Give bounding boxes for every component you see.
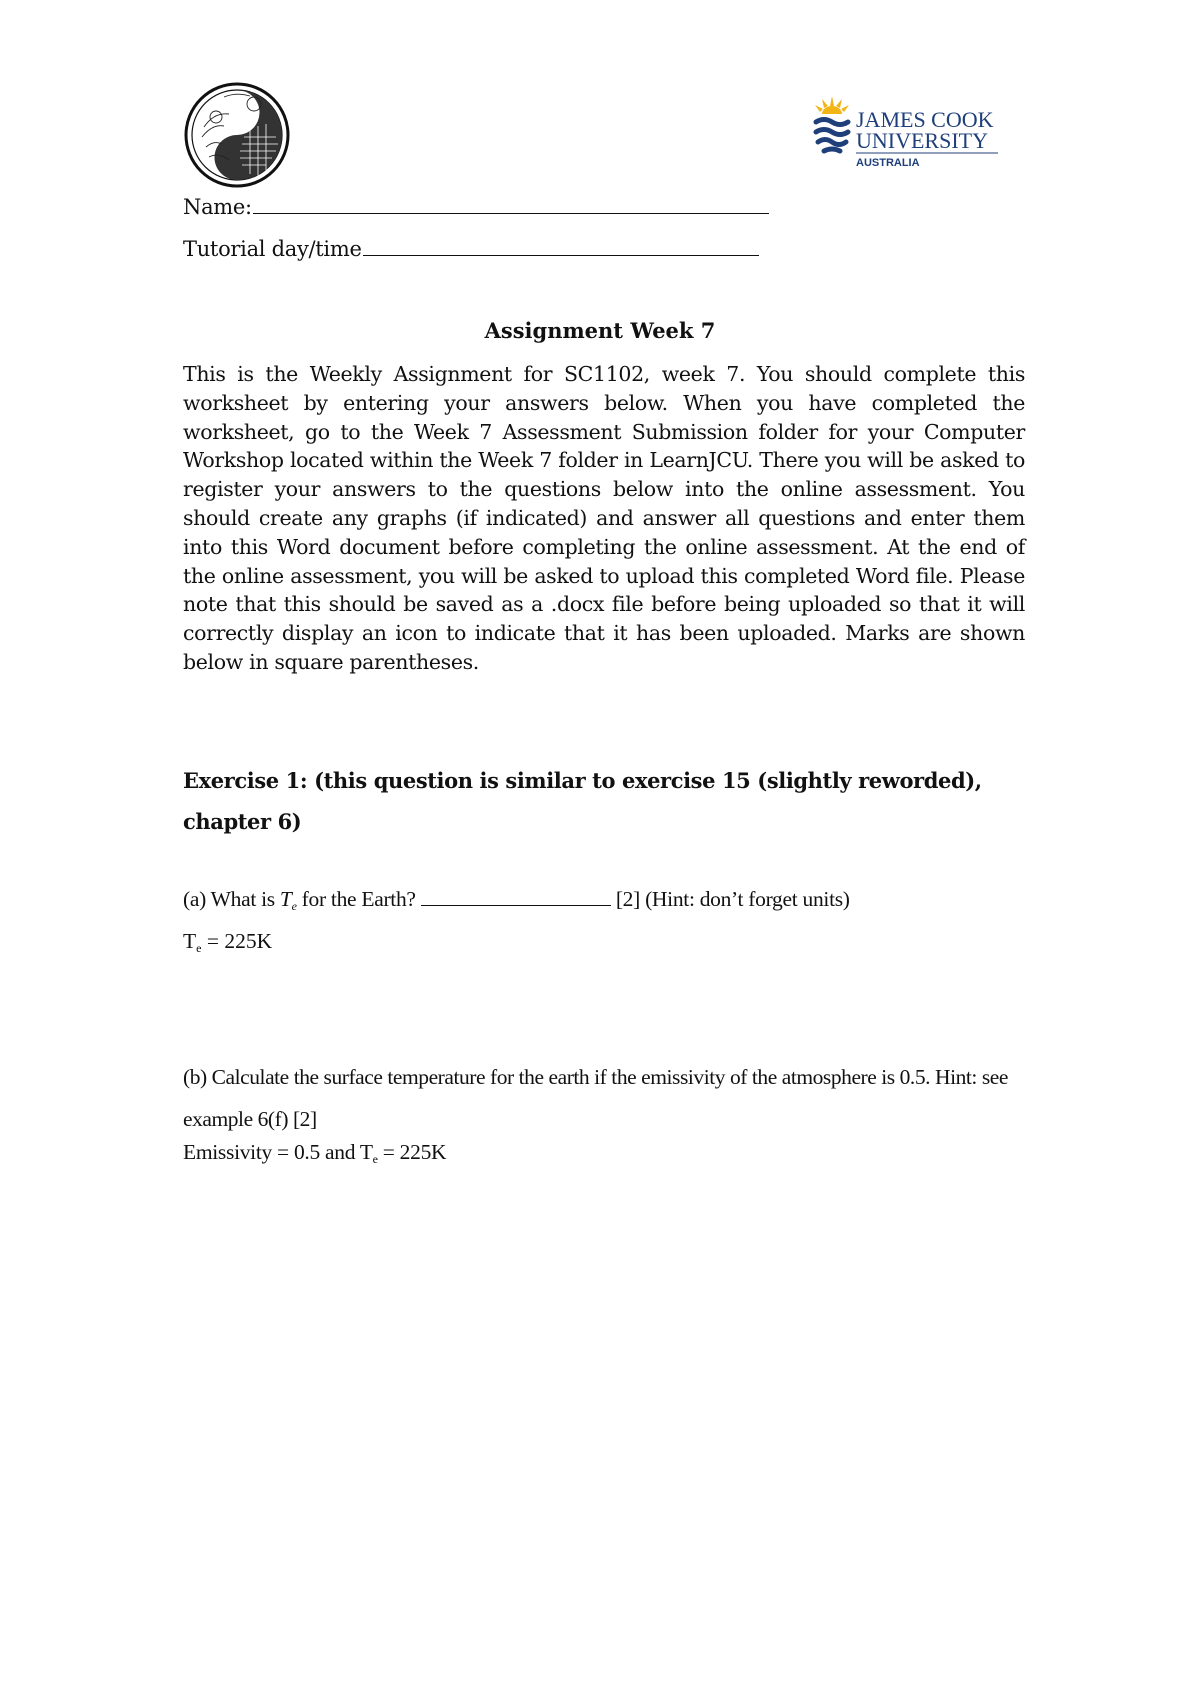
coin-seal-logo xyxy=(184,82,290,188)
name-field-row xyxy=(183,193,769,219)
part-b-answer: Emissivity = 0.5 and $T_e = 225K$ xyxy=(183,1140,447,1166)
logo-line-australia: AUSTRALIA xyxy=(856,157,920,169)
intro-paragraph: This is the Weekly Assignment for SC1102, week 7. You should complete this worksheet by entering your answers below. When you have completed the worksheet, go to the Week 7 Assessment Submission folder for your Computer Workshop located within the Week 7 folder in LearnJCU. There you will be asked to register your answers to the questions below into the online assessment. You should create any graphs (if indicated) and answer all questions and enter them into this Word document before completing the online assessment. At the end of the online assessment, you will be asked to upload this completed Word file. Please note that this should be saved as a .docx file before being uploaded so that it will correctly display an icon to indicate that it has been uploaded. Marks are shown below in square parentheses. xyxy=(183,362,1025,674)
sun-icon xyxy=(815,96,849,114)
part-a-hint: [2] (Hint: don’t forget units) xyxy=(610,887,850,911)
exercise-1-heading: Exercise 1: (this question is similar to exercise 15 (slightly reworded), chapter 6) xyxy=(183,768,982,834)
exercise-1-part-a-question xyxy=(183,887,850,914)
exercise-1-part-b-question: (b) Calculate the surface temperature for the earth if the emissivity of the atmosphere is 0.5. Hint: see example 6(f) [2] xyxy=(183,1065,1008,1131)
tutorial-blank-line[interactable] xyxy=(363,235,759,256)
part-a-answer-blank[interactable] xyxy=(421,887,611,906)
tutorial-label: Tutorial day/time xyxy=(183,237,362,261)
james-cook-university-logo xyxy=(812,92,1000,172)
name-label: Name: xyxy=(183,195,252,219)
assignment-title: Assignment Week 7 xyxy=(484,318,716,343)
part-a-middle: for the Earth? xyxy=(296,887,421,911)
logo-line-james-cook: JAMES COOK xyxy=(856,107,994,132)
tutorial-field-row xyxy=(183,235,759,261)
part-a-answer: $T_e = 225K$ xyxy=(183,929,273,955)
logo-line-university: UNIVERSITY xyxy=(856,128,988,153)
name-blank-line[interactable] xyxy=(253,193,769,214)
part-a-prefix: (a) What is xyxy=(183,887,280,911)
te-symbol: $T_e$ xyxy=(279,887,297,913)
waves-icon xyxy=(816,120,848,152)
